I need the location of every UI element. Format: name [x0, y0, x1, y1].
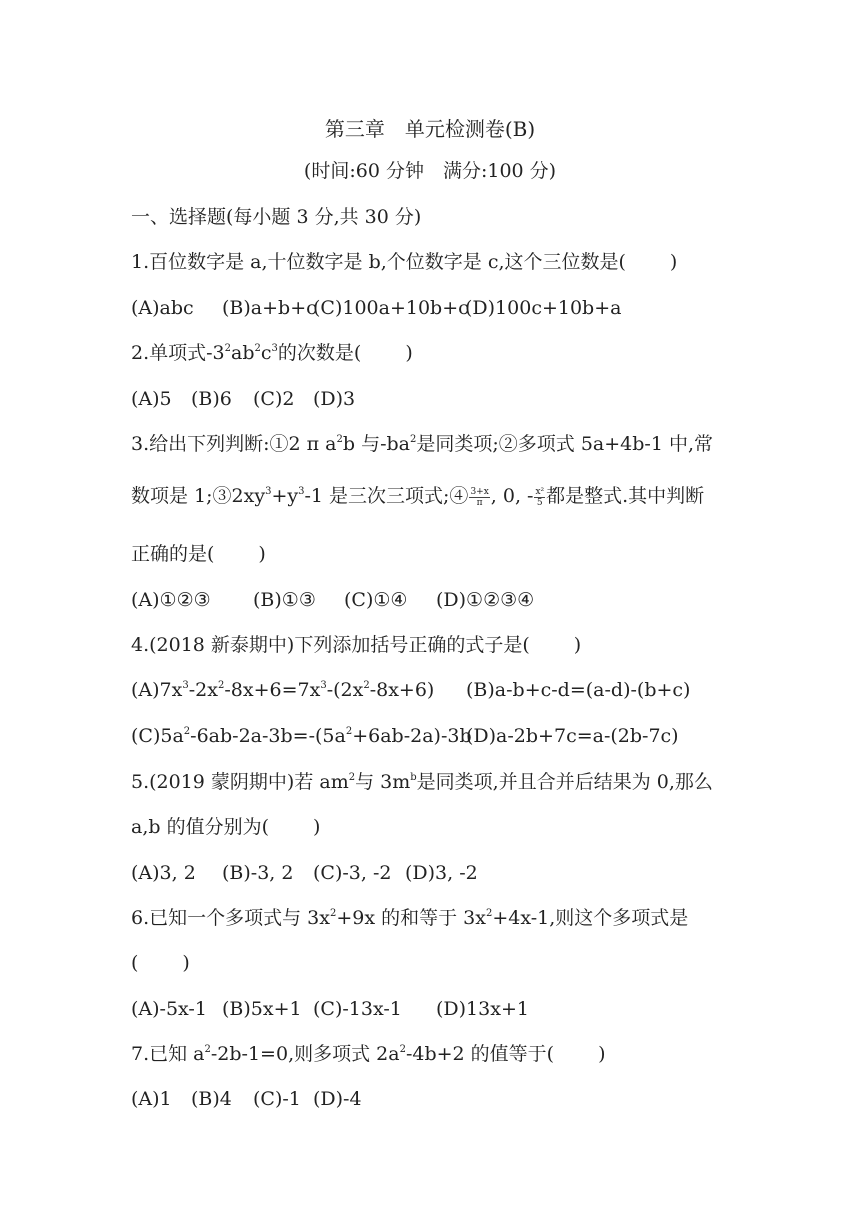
open-paren: ( [131, 952, 139, 974]
fraction-denominator: π [476, 497, 483, 508]
question-text: 2.单项式-3 [131, 342, 225, 364]
option-text: -6ab-2a-3b=-(5a [190, 725, 346, 747]
question-text: 正确的是( [131, 543, 215, 565]
question-text: 都是整式.其中判断 [546, 485, 705, 507]
option-text: -8x+6=7x [224, 679, 321, 701]
question-text: -2b-1=0,则多项式 2a [210, 1043, 400, 1065]
exponent: 2 [348, 772, 356, 783]
close-paren: ) [573, 634, 582, 656]
question-text: 6.已知一个多项式与 3x [131, 907, 330, 929]
exponent: 2 [204, 1044, 211, 1055]
question-4-stem [131, 632, 581, 658]
option-b: (B)①③ [253, 589, 316, 611]
close-paren: ) [669, 251, 678, 273]
option-c: (C)①④ [344, 589, 408, 611]
fraction [469, 487, 489, 508]
page-subtitle: (时间:60 分钟 满分:100 分) [303, 160, 557, 182]
question-text: 5.(2019 蒙阴期中)若 am [131, 771, 349, 793]
fraction-numerator: x² [535, 486, 545, 497]
option-a: (A)5 [131, 388, 172, 410]
page-title: 第三章 单元检测卷(B) [324, 117, 536, 141]
exponent: 2 [345, 726, 353, 737]
question-text: , 0, - [490, 485, 534, 507]
option-text: -8x+6) [369, 679, 435, 701]
question-text: 1.百位数字是 a,十位数字是 b,个位数字是 c,这个三位数是( [131, 251, 626, 273]
option-b: (B)a+b+c [222, 297, 317, 319]
question-text: 3.给出下列判断:①2 π a [131, 433, 337, 455]
question-text: +9x 的和等于 3x [336, 907, 486, 929]
close-paren: ) [258, 543, 266, 565]
option-c: (C)-13x-1 [313, 998, 402, 1020]
fraction-numerator: 3+x [470, 486, 489, 497]
option-text: -(2x [326, 679, 364, 701]
exponent: 2 [183, 726, 191, 737]
option-a [131, 677, 434, 703]
question-5-line-1 [131, 769, 713, 795]
option-a: (A)-5x-1 [131, 998, 207, 1020]
question-6-line-1 [131, 905, 688, 931]
option-d: (D)13x+1 [436, 998, 529, 1020]
question-text: 4.(2018 新泰期中)下列添加括号正确的式子是( [131, 634, 530, 656]
option-text: -2x [188, 679, 218, 701]
exponent: 2 [254, 343, 261, 354]
question-text: +y [271, 485, 299, 507]
question-6-line-2 [131, 950, 190, 976]
question-3-line-2 [131, 483, 704, 509]
exponent: 2 [224, 343, 232, 354]
question-1-stem [131, 249, 677, 275]
question-text: 是同类项,并且合并后结果为 0,那么 [416, 771, 713, 793]
option-d: (D)-4 [313, 1088, 362, 1110]
question-text: a,b 的值分别为( [131, 816, 269, 838]
exponent: 2 [363, 680, 370, 691]
option-b: (B)-3, 2 [222, 862, 294, 884]
option-c [131, 723, 472, 749]
option-text: (A)7x [131, 679, 183, 701]
exponent: 2 [329, 908, 337, 919]
option-text: (C)5a [131, 725, 184, 747]
option-b: (B)6 [191, 388, 232, 410]
close-paren: ) [312, 816, 321, 838]
option-c: (C)-3, -2 [313, 862, 392, 884]
option-d: (D)100c+10b+a [465, 297, 622, 319]
question-text: 是同类项;②多项式 5a+4b-1 中,常 [416, 433, 714, 455]
question-text: 的次数是( [277, 342, 362, 364]
question-text: 7.已知 a [131, 1043, 205, 1065]
question-text: ab [231, 342, 255, 364]
exponent: b [410, 772, 417, 783]
question-text: +4x-1,则这个多项式是 [492, 907, 689, 929]
option-b: (B)5x+1 [222, 998, 302, 1020]
exponent: 2 [485, 908, 493, 919]
question-text: b 与-ba [342, 433, 411, 455]
option-c: (C)-1 [253, 1088, 301, 1110]
option-b: (B)4 [191, 1088, 232, 1110]
exponent: 2 [217, 680, 225, 691]
option-a: (A)①②③ [131, 589, 211, 611]
option-c: (C)100a+10b+c [313, 297, 469, 319]
option-a: (A)1 [131, 1088, 172, 1110]
question-text: -4b+2 的值等于( [405, 1043, 555, 1065]
section-heading: 一、选择题(每小题 3 分,共 30 分) [131, 206, 422, 228]
option-c: (C)2 [253, 388, 295, 410]
question-3-line-1 [131, 431, 713, 457]
option-a: (A)abc [131, 297, 194, 319]
exponent: 3 [298, 486, 305, 497]
question-7-stem [131, 1041, 606, 1067]
fraction-denominator: 5 [536, 497, 543, 508]
question-2-stem [131, 340, 413, 366]
exponent: 3 [182, 680, 189, 691]
option-d: (D)3, -2 [405, 862, 478, 884]
question-text: -1 是三次三项式;④ [304, 485, 469, 507]
close-paren: ) [598, 1043, 606, 1065]
question-5-line-2 [131, 814, 320, 840]
exponent: 2 [399, 1044, 406, 1055]
exponent: 3 [265, 486, 272, 497]
option-d: (D)3 [313, 388, 356, 410]
option-a: (A)3, 2 [131, 862, 196, 884]
question-text: 数项是 1;③2xy [131, 485, 266, 507]
option-text: +6ab-2a)-3b [352, 725, 472, 747]
option-d: (D)①②③④ [436, 589, 535, 611]
option-b: (B)a-b+c-d=(a-d)-(b+c) [466, 679, 691, 701]
exponent: 2 [336, 434, 343, 445]
exponent: 3 [271, 343, 278, 354]
exponent: 3 [320, 680, 327, 691]
option-d: (D)a-2b+7c=a-(2b-7c) [466, 725, 679, 747]
question-text: c [260, 342, 272, 364]
fraction [534, 487, 545, 508]
question-text: 与 3m [355, 771, 411, 793]
close-paren: ) [405, 342, 413, 364]
exponent: 2 [410, 434, 417, 445]
close-paren: ) [182, 952, 190, 974]
question-3-line-3 [131, 541, 266, 567]
